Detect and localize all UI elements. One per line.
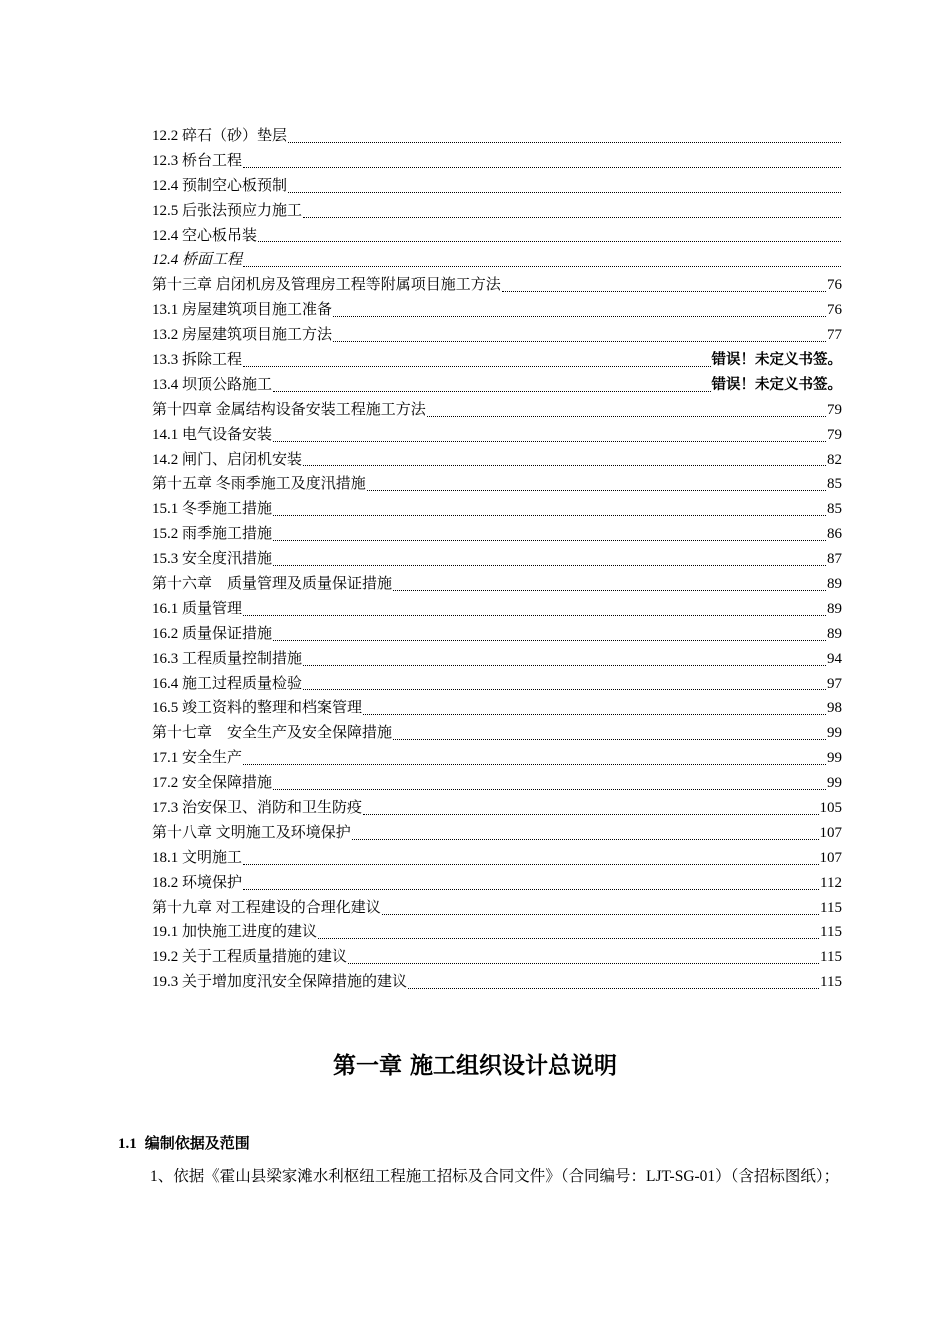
toc-entry[interactable] bbox=[152, 547, 842, 572]
toc-entry-page: 107 bbox=[819, 824, 842, 841]
toc-entry-label: 16.4 施工过程质量检验 bbox=[152, 675, 303, 692]
toc-entry-page: 97 bbox=[827, 675, 842, 692]
toc-entry-label: 17.2 安全保障措施 bbox=[152, 775, 273, 792]
toc-entry[interactable] bbox=[152, 199, 842, 224]
toc-entry-page: 115 bbox=[820, 974, 842, 991]
toc-entry-label: 第十七章 安全生产及安全保障措施 bbox=[152, 725, 393, 742]
toc-entry[interactable] bbox=[152, 497, 842, 522]
toc-entry-label: 13.3 拆除工程 bbox=[152, 352, 243, 368]
toc-entry[interactable] bbox=[152, 124, 842, 149]
toc-entry[interactable] bbox=[152, 224, 842, 249]
toc-entry-page: 79 bbox=[827, 426, 842, 443]
toc-entry-label: 13.4 坝顶公路施工 bbox=[152, 376, 273, 393]
toc-entry-label: 13.2 房屋建筑项目施工方法 bbox=[152, 327, 333, 344]
toc-entry-page: 115 bbox=[820, 924, 842, 941]
toc-dot-leader bbox=[288, 142, 841, 143]
toc-entry-label: 第十六章 质量管理及质量保证措施 bbox=[152, 576, 393, 593]
toc-dot-leader bbox=[243, 366, 710, 367]
toc-entry-label: 18.1 文明施工 bbox=[152, 849, 243, 866]
toc-entry[interactable] bbox=[152, 174, 842, 199]
toc-entry-page: 89 bbox=[827, 625, 842, 642]
toc-entry-page: 86 bbox=[827, 526, 842, 543]
toc-entry[interactable] bbox=[152, 248, 842, 273]
toc-entry-label: 16.3 工程质量控制措施 bbox=[152, 650, 303, 667]
toc-entry[interactable] bbox=[152, 273, 842, 298]
toc-entry[interactable] bbox=[152, 696, 842, 721]
toc-entry-label: 16.1 质量管理 bbox=[152, 600, 243, 617]
toc-entry[interactable] bbox=[152, 771, 842, 796]
toc-entry-page: 107 bbox=[819, 849, 842, 866]
toc-entry[interactable] bbox=[152, 622, 842, 647]
toc-entry-label: 13.1 房屋建筑项目施工准备 bbox=[152, 302, 333, 319]
toc-entry-page: 76 bbox=[827, 302, 842, 319]
toc-entry-label: 16.5 竣工资料的整理和档案管理 bbox=[152, 700, 363, 717]
table-of-contents bbox=[152, 124, 842, 995]
toc-dot-leader bbox=[408, 988, 819, 989]
toc-entry[interactable] bbox=[152, 373, 842, 398]
toc-entry[interactable] bbox=[152, 348, 842, 373]
toc-dot-leader bbox=[393, 739, 826, 740]
toc-entry-label: 12.4 桥面工程 bbox=[152, 252, 243, 269]
toc-dot-leader bbox=[367, 490, 826, 491]
toc-entry[interactable] bbox=[152, 721, 842, 746]
toc-dot-leader bbox=[273, 391, 710, 392]
toc-dot-leader bbox=[273, 565, 826, 566]
section-title: 编制依据及范围 bbox=[144, 1134, 250, 1152]
chapter-title: 第一章 施工组织设计总说明 bbox=[332, 1053, 617, 1079]
toc-entry-page: 87 bbox=[827, 551, 842, 568]
toc-dot-leader bbox=[243, 764, 826, 765]
toc-dot-leader bbox=[363, 814, 818, 815]
toc-entry-label: 19.2 关于工程质量措施的建议 bbox=[152, 949, 348, 966]
toc-entry-label: 18.2 环境保护 bbox=[152, 874, 243, 891]
toc-entry-label: 16.2 质量保证措施 bbox=[152, 625, 273, 642]
toc-entry-page: 94 bbox=[827, 650, 842, 667]
toc-dot-leader bbox=[273, 640, 826, 641]
toc-dot-leader bbox=[382, 914, 819, 915]
toc-dot-leader bbox=[352, 839, 819, 840]
toc-entry-page: 112 bbox=[820, 874, 842, 891]
toc-entry[interactable] bbox=[152, 423, 842, 448]
body-paragraph: 1、依据《霍山县梁家滩水利枢纽工程施工招标及合同文件》（合同编号：LJT-SG-01）（含招标图纸）； bbox=[150, 1168, 840, 1185]
toc-entry-error-text: 错误！未定义书签。 bbox=[711, 352, 842, 368]
toc-entry[interactable] bbox=[152, 672, 842, 697]
toc-dot-leader bbox=[273, 441, 826, 442]
toc-entry-page: 85 bbox=[827, 476, 842, 493]
toc-entry-error-text: 错误！未定义书签。 bbox=[711, 376, 842, 393]
section-number: 1.1 bbox=[118, 1136, 137, 1152]
toc-dot-leader bbox=[288, 192, 841, 193]
toc-dot-leader bbox=[333, 341, 826, 342]
toc-entry-page: 89 bbox=[827, 576, 842, 593]
toc-entry[interactable] bbox=[152, 846, 842, 871]
toc-dot-leader bbox=[303, 689, 826, 690]
toc-entry[interactable] bbox=[152, 472, 842, 497]
toc-dot-leader bbox=[318, 938, 819, 939]
toc-dot-leader bbox=[427, 416, 826, 417]
toc-entry-page: 115 bbox=[820, 899, 842, 916]
toc-entry[interactable] bbox=[152, 921, 842, 946]
toc-dot-leader bbox=[243, 615, 826, 616]
toc-entry-label: 19.1 加快施工进度的建议 bbox=[152, 924, 318, 941]
toc-entry-page: 89 bbox=[827, 600, 842, 617]
toc-entry[interactable] bbox=[152, 572, 842, 597]
toc-dot-leader bbox=[273, 515, 826, 516]
toc-entry-page: 98 bbox=[827, 700, 842, 717]
toc-entry[interactable] bbox=[152, 970, 842, 995]
toc-dot-leader bbox=[243, 167, 841, 168]
toc-entry-label: 14.1 电气设备安装 bbox=[152, 426, 273, 443]
toc-dot-leader bbox=[363, 714, 826, 715]
toc-entry[interactable] bbox=[152, 597, 842, 622]
toc-dot-leader bbox=[273, 789, 826, 790]
toc-entry[interactable] bbox=[152, 149, 842, 174]
toc-entry-page: 99 bbox=[827, 725, 842, 742]
toc-entry-label: 12.2 碎石（砂）垫层 bbox=[152, 127, 288, 144]
toc-entry[interactable] bbox=[152, 945, 842, 970]
toc-entry-label: 12.4 预制空心板预制 bbox=[152, 177, 288, 194]
toc-entry-label: 17.1 安全生产 bbox=[152, 750, 243, 767]
toc-entry-page: 79 bbox=[827, 401, 842, 418]
toc-entry-label: 17.3 治安保卫、消防和卫生防疫 bbox=[152, 800, 363, 817]
toc-dot-leader bbox=[243, 864, 818, 865]
toc-entry[interactable] bbox=[152, 896, 842, 921]
toc-entry-page: 99 bbox=[827, 775, 842, 792]
toc-entry[interactable] bbox=[152, 647, 842, 672]
toc-entry[interactable] bbox=[152, 821, 842, 846]
toc-entry-label: 15.1 冬季施工措施 bbox=[152, 501, 273, 518]
toc-entry[interactable] bbox=[152, 871, 842, 896]
toc-entry[interactable] bbox=[152, 746, 842, 771]
toc-entry-page: 82 bbox=[827, 451, 842, 468]
toc-dot-leader bbox=[393, 590, 826, 591]
toc-dot-leader bbox=[273, 540, 826, 541]
section-heading bbox=[118, 1131, 250, 1156]
toc-entry-page: 85 bbox=[827, 501, 842, 518]
toc-entry-label: 15.2 雨季施工措施 bbox=[152, 526, 273, 543]
toc-entry[interactable] bbox=[152, 398, 842, 423]
toc-entry-label: 第十八章 文明施工及环境保护 bbox=[152, 824, 351, 841]
toc-dot-leader bbox=[303, 217, 841, 218]
toc-entry-label: 第十三章 启闭机房及管理房工程等附属项目施工方法 bbox=[152, 277, 501, 294]
toc-dot-leader bbox=[243, 266, 841, 267]
toc-dot-leader bbox=[258, 241, 841, 242]
toc-entry[interactable] bbox=[152, 522, 842, 547]
toc-entry-page: 99 bbox=[827, 750, 842, 767]
toc-entry-label: 19.3 关于增加度汛安全保障措施的建议 bbox=[152, 974, 408, 991]
toc-dot-leader bbox=[348, 963, 819, 964]
toc-entry-label: 15.3 安全度汛措施 bbox=[152, 551, 273, 568]
toc-entry-label: 第十四章 金属结构设备安装工程施工方法 bbox=[152, 401, 426, 418]
toc-entry[interactable] bbox=[152, 323, 842, 348]
toc-entry-label: 12.5 后张法预应力施工 bbox=[152, 202, 303, 219]
toc-dot-leader bbox=[243, 889, 819, 890]
toc-dot-leader bbox=[303, 465, 826, 466]
toc-entry-label: 第十五章 冬雨季施工及度汛措施 bbox=[152, 476, 366, 493]
toc-entry[interactable] bbox=[152, 298, 842, 323]
toc-dot-leader bbox=[502, 291, 826, 292]
toc-dot-leader bbox=[303, 665, 826, 666]
toc-entry-page: 105 bbox=[819, 800, 842, 817]
toc-entry-page: 76 bbox=[827, 277, 842, 294]
toc-dot-leader bbox=[333, 316, 826, 317]
toc-entry-label: 第十九章 对工程建设的合理化建议 bbox=[152, 899, 381, 916]
toc-entry[interactable] bbox=[152, 796, 842, 821]
toc-entry-page: 77 bbox=[827, 327, 842, 344]
toc-entry-label: 12.4 空心板吊装 bbox=[152, 227, 258, 244]
toc-entry[interactable] bbox=[152, 448, 842, 473]
toc-entry-page: 115 bbox=[820, 949, 842, 966]
toc-entry-label: 12.3 桥台工程 bbox=[152, 152, 243, 169]
toc-entry-label: 14.2 闸门、启闭机安装 bbox=[152, 451, 303, 468]
